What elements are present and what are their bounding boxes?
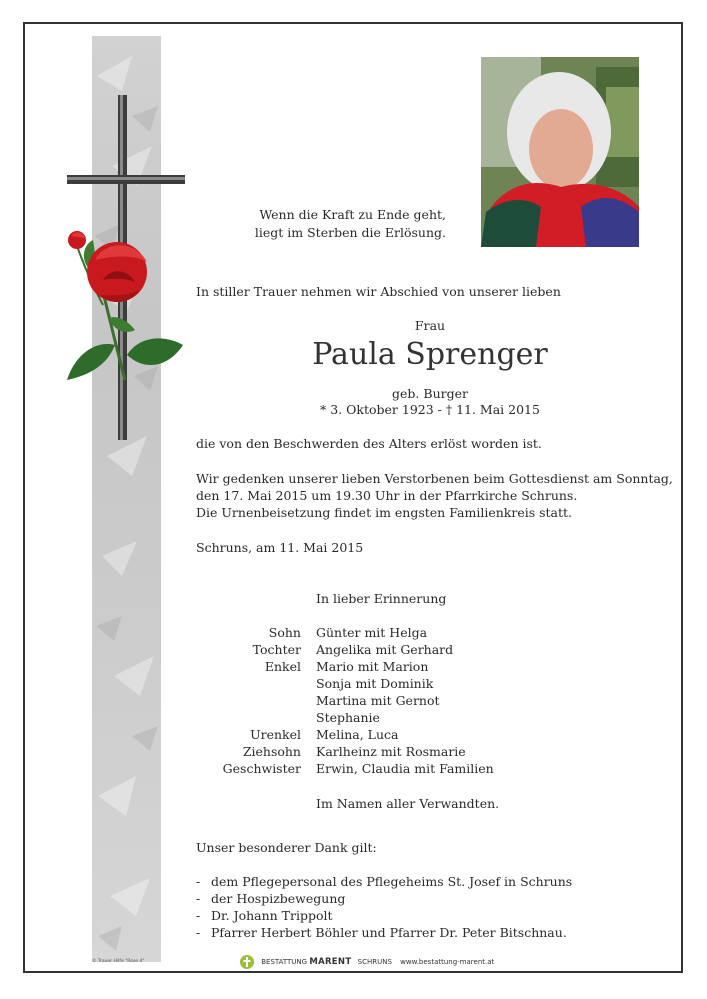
bullet: - [196, 874, 201, 889]
relative-names: Sonja mit Dominik [316, 676, 434, 691]
footer-brand-name: MARENT [309, 957, 352, 967]
thanks-item: dem Pflegepersonal des Pflegeheims St. Josef in Schruns [211, 874, 573, 889]
thanks-heading: Unser besonderer Dank gilt: [196, 840, 377, 855]
footer-town: SCHRUNS [357, 958, 392, 966]
quote [200, 206, 446, 242]
relative-label: Tochter [252, 642, 301, 657]
funeral-home-logo-icon [239, 954, 255, 970]
quote-line: liegt im Sterben die Erlösung. [254, 225, 446, 240]
relative-names: Angelika mit Gerhard [316, 642, 454, 657]
quote-line: Wenn die Kraft zu Ende geht, [259, 207, 446, 222]
place-date: Schruns, am 11. Mai 2015 [196, 540, 364, 555]
life-dates: * 3. Oktober 1923 - † 11. Mai 2015 [320, 402, 540, 417]
relative-names: Martina mit Gernot [316, 693, 440, 708]
portrait-photo [481, 57, 639, 247]
cross-and-rose [55, 90, 190, 445]
footer-prefix: BESTATTUNG [261, 958, 308, 966]
relative-label: Sohn [268, 625, 301, 640]
relative-label: Urenkel [250, 727, 301, 742]
bullet: - [196, 908, 201, 923]
salutation: Frau [414, 318, 446, 333]
thanks-item: Pfarrer Herbert Böhler und Pfarrer Dr. Peter Bitschnau. [211, 925, 567, 940]
relative-label: Enkel [264, 659, 301, 674]
footer-url[interactable]: www.bestattung-marent.at [400, 958, 495, 966]
funeral-home-footer [239, 954, 494, 970]
relative-label: Geschwister [222, 761, 301, 776]
thanks-item: der Hospizbewegung [211, 891, 346, 906]
relative-names: Mario mit Marion [316, 659, 429, 674]
copyright: © Trauer Hilfe "Rose 4" [92, 959, 145, 964]
relative-names: Günter mit Helga [316, 625, 428, 640]
thanks-item: Dr. Johann Trippolt [211, 908, 333, 923]
maiden-name: geb. Burger [392, 386, 468, 401]
deceased-name: Paula Sprenger [312, 337, 548, 372]
relative-names: Karlheinz mit Rosmarie [316, 744, 466, 759]
memory-heading: In lieber Erinnerung [316, 591, 447, 606]
service-line: Die Urnenbeisetzung findet im engsten Familienkreis statt. [196, 505, 573, 520]
relative-label: Ziehsohn [242, 744, 301, 759]
bullet: - [196, 891, 201, 906]
on-behalf: Im Namen aller Verwandten. [316, 796, 500, 811]
intro-text: In stiller Trauer nehmen wir Abschied von unserer lieben [196, 284, 561, 299]
service-line: Wir gedenken unserer lieben Verstorbenen beim Gottesdienst am Sonntag, [196, 471, 673, 486]
service-line: den 17. Mai 2015 um 19.30 Uhr in der Pfarrkirche Schruns. [196, 488, 578, 503]
relative-names: Stephanie [316, 710, 380, 725]
release-line: die von den Beschwerden des Alters erlöst worden ist. [196, 436, 542, 451]
relative-names: Erwin, Claudia mit Familien [316, 761, 494, 776]
bullet: - [196, 925, 201, 940]
relative-names: Melina, Luca [316, 727, 399, 742]
